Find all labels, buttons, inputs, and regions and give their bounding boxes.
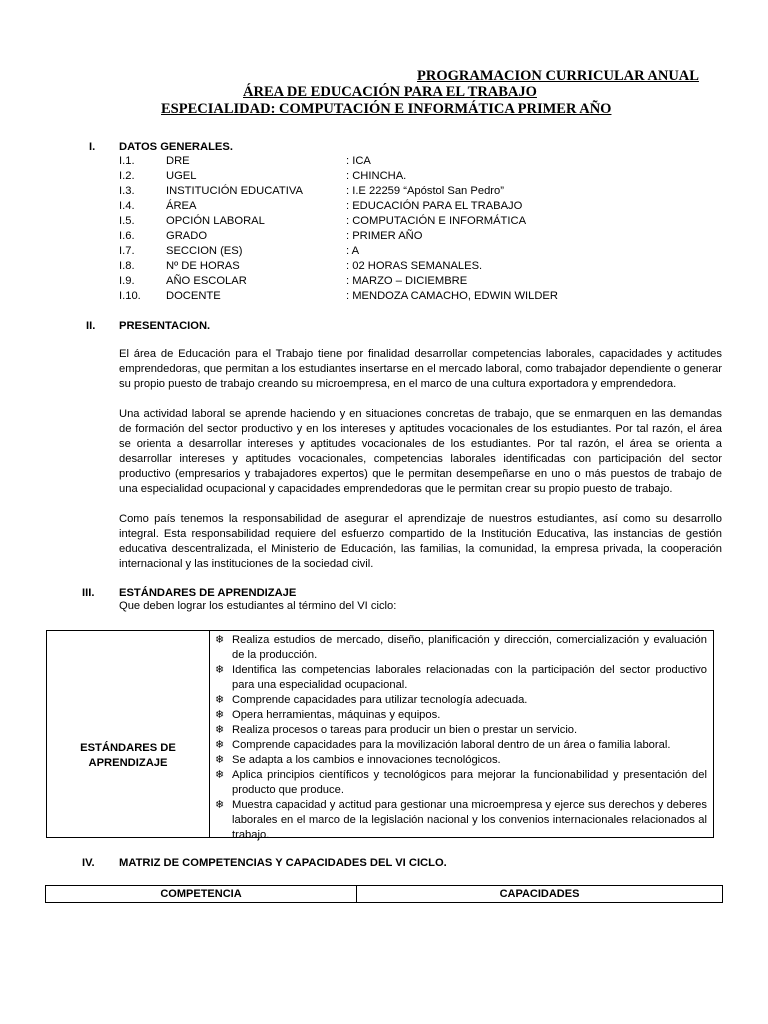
list-item bbox=[215, 798, 707, 843]
datos-row-number: I.1. bbox=[119, 155, 135, 167]
datos-row-number: I.7. bbox=[119, 245, 135, 257]
estandares-table bbox=[46, 630, 714, 841]
list-item bbox=[215, 723, 707, 738]
datos-row-number: I.5. bbox=[119, 215, 135, 227]
area-title: ÁREA DE EDUCACIÓN PARA EL TRABAJO bbox=[243, 84, 537, 100]
datos-row-value: : EDUCACIÓN PARA EL TRABAJO bbox=[346, 200, 523, 212]
estandar-text: Realiza estudios de mercado, diseño, planificación y dirección, comercialización y evaluación de la producción. bbox=[232, 634, 707, 661]
datos-row-label: AÑO ESCOLAR bbox=[166, 275, 247, 287]
datos-row-number: I.4. bbox=[119, 200, 135, 212]
list-item bbox=[215, 738, 707, 753]
datos-row-label: ÁREA bbox=[166, 200, 197, 212]
datos-row-label: DOCENTE bbox=[166, 290, 221, 302]
snowflake-icon: ❄ bbox=[215, 724, 225, 736]
datos-row-number: I.3. bbox=[119, 185, 135, 197]
datos-row-value: : ICA bbox=[346, 155, 371, 167]
datos-row bbox=[119, 154, 719, 169]
datos-row bbox=[119, 199, 719, 214]
section-title-matriz: MATRIZ DE COMPETENCIAS Y CAPACIDADES DEL VI CICLO. bbox=[119, 857, 447, 869]
snowflake-icon: ❄ bbox=[215, 664, 225, 676]
datos-row bbox=[119, 229, 719, 244]
column-header-competencia: COMPETENCIA bbox=[46, 886, 357, 902]
datos-row-label: DRE bbox=[166, 155, 190, 167]
snowflake-icon: ❄ bbox=[215, 754, 225, 766]
datos-row bbox=[119, 274, 719, 289]
datos-row bbox=[119, 289, 719, 304]
datos-row-value: : I.E 22259 “Apóstol San Pedro” bbox=[346, 185, 504, 197]
datos-row-value: : 02 HORAS SEMANALES. bbox=[346, 260, 483, 272]
datos-row bbox=[119, 259, 719, 274]
datos-row-label: GRADO bbox=[166, 230, 208, 242]
specialty-title: ESPECIALIDAD: COMPUTACIÓN E INFORMÁTICA PRIMER AÑO bbox=[161, 101, 612, 117]
datos-row bbox=[119, 184, 719, 199]
list-item bbox=[215, 708, 707, 723]
snowflake-icon: ❄ bbox=[215, 634, 225, 646]
matriz-table bbox=[45, 885, 723, 903]
column-header-capacidades: CAPACIDADES bbox=[499, 888, 580, 900]
estandar-text: Comprende capacidades para la movilización laboral dentro de un área o familia laboral. bbox=[232, 739, 671, 751]
section-number-iii: III. bbox=[82, 587, 95, 599]
estandares-subtitle: Que deben lograr los estudiantes al término del VI ciclo: bbox=[119, 600, 397, 612]
estandares-label-line-2: APRENDIZAJE bbox=[88, 757, 168, 769]
section-number-ii: II. bbox=[86, 320, 96, 332]
estandares-label-line-1: ESTÁNDARES DE bbox=[80, 742, 176, 754]
presentacion-paragraph-3: Como país tenemos la responsabilidad de asegurar el aprendizaje de nuestros estudiantes, así como su desarrollo integral. Esta responsabilidad requiere del esfuerzo compartido de la Institución Educativa, las instancias de gestión educativa descentralizada, el Ministerio de Educación, las familias, la comunidad, la empresa privada, la cooperación internacional y las instituciones de la sociedad civil. bbox=[119, 513, 722, 570]
datos-row bbox=[119, 214, 719, 229]
estandar-text: Aplica principios científicos y tecnológicos para mejorar la funcionabilidad y presentación del producto que produce. bbox=[232, 769, 707, 796]
snowflake-icon: ❄ bbox=[215, 694, 225, 706]
datos-row-label: INSTITUCIÓN EDUCATIVA bbox=[166, 185, 303, 197]
section-title-estandares: ESTÁNDARES DE APRENDIZAJE bbox=[119, 587, 297, 599]
section-title-presentacion: PRESENTACION. bbox=[119, 320, 211, 332]
section-title-datos-generales: DATOS GENERALES. bbox=[119, 141, 233, 153]
datos-row-number: I.10. bbox=[119, 290, 141, 302]
estandar-text: Muestra capacidad y actitud para gestionar una microempresa y ejerce sus derechos y deberes laborales en el marco de la legislación nacional y los convenios internacionales relacionados al trabajo. bbox=[232, 799, 707, 841]
estandar-text: Se adapta a los cambios e innovaciones tecnológicos. bbox=[232, 754, 501, 766]
datos-row-label: OPCIÓN LABORAL bbox=[166, 215, 265, 227]
estandar-text: Realiza procesos o tareas para producir un bien o prestar un servicio. bbox=[232, 724, 578, 736]
datos-row-value: : CHINCHA. bbox=[346, 170, 407, 182]
datos-row-value: : MARZO – DICIEMBRE bbox=[346, 275, 468, 287]
list-item bbox=[215, 768, 707, 798]
presentacion-paragraph-2: Una actividad laboral se aprende haciendo y en situaciones concretas de trabajo, que se enmarquen en las demandas de formación del sector productivo y en los intereses y aptitudes vocacionales de los estudiantes. Por tal razón, el área se orienta a desarrollar intereses y aptitudes vocacionales de los estudiantes. Por tal razón, el área se orienta a desarrollar intereses y aptitudes vocacionales, competencias laborales identificadas con participación del sector productivo (empresarios y trabajadores expertos) que le permitan desempeñarse en uno o más puestos de trabajo de una especialidad ocupacional y capacidades emprendedoras que le permitan crear su propio puesto de trabajo. bbox=[119, 408, 722, 495]
datos-row-number: I.6. bbox=[119, 230, 135, 242]
datos-row-number: I.9. bbox=[119, 275, 135, 287]
datos-row bbox=[119, 244, 719, 259]
estandar-text: Opera herramientas, máquinas y equipos. bbox=[232, 709, 441, 721]
datos-row-value: : A bbox=[346, 245, 360, 257]
datos-row-label: SECCION (ES) bbox=[166, 245, 243, 257]
datos-row-value: : MENDOZA CAMACHO, EDWIN WILDER bbox=[346, 290, 558, 302]
snowflake-icon: ❄ bbox=[215, 799, 225, 811]
estandares-list bbox=[215, 633, 707, 843]
snowflake-icon: ❄ bbox=[215, 739, 225, 751]
datos-row-label: UGEL bbox=[166, 170, 197, 182]
datos-row-number: I.2. bbox=[119, 170, 135, 182]
datos-row-value: : COMPUTACIÓN E INFORMÁTICA bbox=[346, 215, 527, 227]
datos-row-label: Nº DE HORAS bbox=[166, 260, 240, 272]
section-number-iv: IV. bbox=[82, 857, 95, 869]
list-item bbox=[215, 663, 707, 693]
estandar-text: Identifica las competencias laborales relacionadas con la participación del sector productivo para una especialidad ocupacional. bbox=[232, 664, 707, 691]
estandar-text: Comprende capacidades para utilizar tecnología adecuada. bbox=[232, 694, 528, 706]
list-item bbox=[215, 633, 707, 663]
snowflake-icon: ❄ bbox=[215, 709, 225, 721]
datos-row-value: : PRIMER AÑO bbox=[346, 230, 423, 242]
datos-row-number: I.8. bbox=[119, 260, 135, 272]
estandares-label bbox=[47, 741, 209, 771]
presentacion-paragraph-1: El área de Educación para el Trabajo tiene por finalidad desarrollar competencias laborales, capacidades y actitudes emprendedoras, que permitan a los estudiantes insertarse en el mercado laboral, como trabajador dependiente o generar su propio puesto de trabajo creando su microempresa, en el marco de una cultura exportadora y emprendedora. bbox=[119, 348, 722, 390]
estandares-label-cell bbox=[47, 631, 210, 837]
snowflake-icon: ❄ bbox=[215, 769, 225, 781]
list-item bbox=[215, 693, 707, 708]
list-item bbox=[215, 753, 707, 768]
datos-row bbox=[119, 169, 719, 184]
document-title: PROGRAMACION CURRICULAR ANUAL bbox=[417, 68, 699, 84]
section-number-i: I. bbox=[89, 141, 96, 153]
